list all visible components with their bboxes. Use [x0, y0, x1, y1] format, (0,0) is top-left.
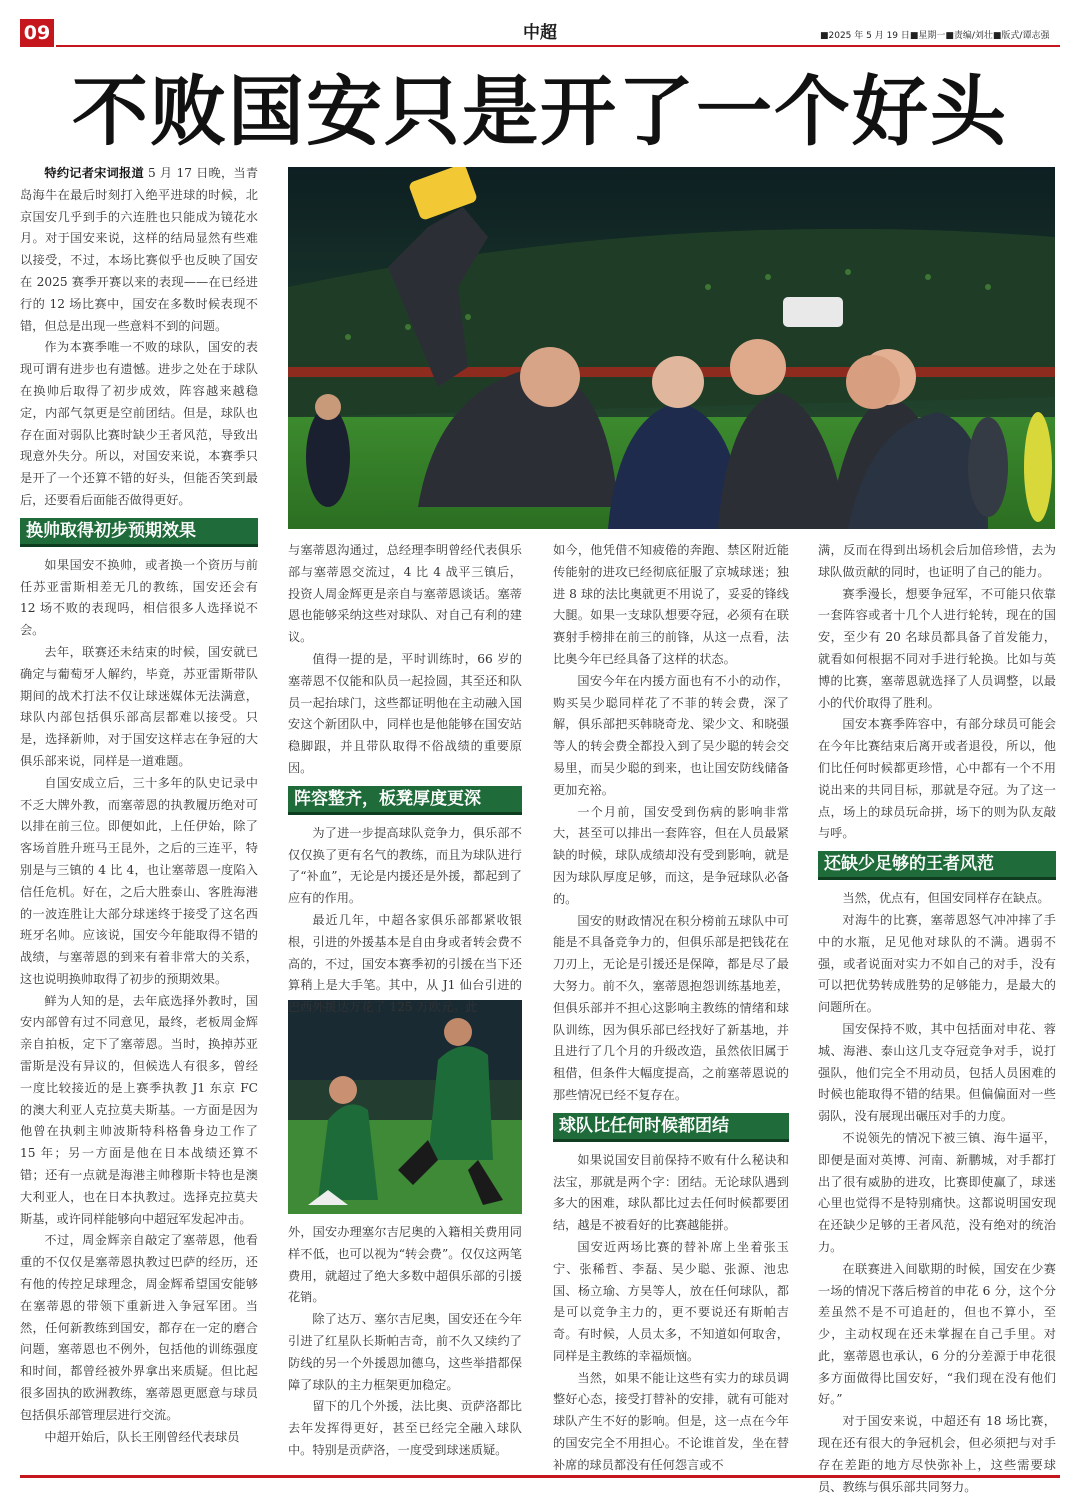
subheading: 还缺少足够的王者风范	[818, 851, 1056, 880]
article-column-4	[818, 540, 1056, 1498]
paragraph: 国安本赛季阵容中，有部分球员可能会在今年比赛结束后离开或者退役，所以，他们比任何时候都更珍惜，心中都有一个不用说出来的共同目标，那就是夺冠。为了这一点，场上的球员玩命拼，场下的则为队友敲与呼。	[818, 717, 1056, 841]
stadium-selfie-image	[288, 167, 1055, 529]
paragraph: 为了进一步提高球队竞争力，俱乐部不仅仅换了更有名气的教练，而且为球队进行了“补血”，无论是内援还是外援，都起到了应有的作用。	[288, 825, 522, 906]
subheading: 阵容整齐，板凳厚度更深	[288, 786, 522, 815]
paragraph: 一个月前，国安受到伤病的影响非常大，甚至可以排出一套阵容，但在人员最紧缺的时候，球队成绩却没有受到影响，就是因为球队厚度足够，而这，是争冠球队必备的。	[553, 804, 789, 906]
paragraph: 自国安成立后，三十多年的队史记录中不乏大牌外教，而塞蒂恩的执教履历绝对可以排在前三位。即便如此，上任伊始，除了客场首胜升班马王昆外，之后的三连平，特别是与三镇的 4 比 4，也让塞蒂恩一度陷入信任危机。好在，之后大胜泰山、客胜海港的一波连胜让大部分球迷终于接受了这名西班牙名帅。应该说，国安今年能取得不错的战绩，与塞蒂恩的到来有着非常大的关系，这也说明换帅取得了初步的预期效果。	[20, 775, 258, 986]
paragraph: 当然，优点有，但国安同样存在缺点。	[842, 891, 1050, 906]
paragraph: 不说领先的情况下被三镇、海牛逼平，即便是面对英博、河南、新鹏城，对手都打出了很有威胁的进攻，比赛即使赢了，球迷心里也觉得不是特别痛快。这都说明国安现在还缺少足够的王者风范，没有绝对的统治力。	[818, 1130, 1056, 1254]
players-celebrating-image	[288, 1000, 522, 1214]
main-photo	[288, 167, 1055, 529]
paragraph: 对于国安来说，中超还有 18 场比赛，现在还有很大的争冠机会，但必须把与对手存在差距的地方尽快弥补上，这些需要球员、教练与俱乐部共同努力。	[818, 1414, 1056, 1494]
subheading: 换帅取得初步预期效果	[20, 518, 258, 547]
paragraph: 最近几年，中超各家俱乐部都紧收银根，引进的外援基本是自由身或者转会费不高的，不过，国安本赛季初的引援在当下还算稍上是大手笔。其中，从 J1 仙台引进的巴西外援达万花了 125 万欧元。此	[288, 912, 522, 1015]
paragraph: 如今，他凭借不知疲倦的奔跑、禁区附近能传能射的进攻已经彻底征服了京城球迷；独进 8 球的法比奥就更不用说了，妥妥的锋线大腿。如果一支球队想要夺冠，必须有在联赛射手榜排在前三的前锋，从这一点看，法比奥今年已经具备了这样的状态。	[553, 543, 789, 666]
article-column-2-bottom	[288, 1222, 522, 1462]
paragraph: 如果说国安目前保持不败有什么秘诀和法宝，那就是两个字：团结。无论球队遇到多大的困难，球队都比过去任何时候都要团结，越是不被看好的比赛越能拼。	[553, 1152, 789, 1233]
paragraph: 作为本赛季唯一不败的球队，国安的表现可谓有进步也有遗憾。进步之处在于球队在换帅后取得了初步成效，阵容越来越稳定，内部气氛更是空前团结。但是，球队也存在面对弱队比赛时缺少王者风范，导致出现意外失分。所以，对国安来说，本赛季只是开了一个还算不错的好头，但能否笑到最后，还要看后面能否做得更好。	[20, 340, 258, 507]
inset-photo	[288, 1000, 522, 1214]
article-column-1	[20, 163, 258, 1448]
paragraph: 值得一提的是，平时训练时，66 岁的塞蒂恩不仅能和队员一起捡圆，其至还和队员一起抬球门，这些都证明他在主动融入国安这个新团队中，同样也是他能够在国安站稳脚跟，并且带队取得不俗战绩的重要原因。	[288, 651, 522, 775]
article-column-3	[553, 540, 789, 1477]
section-title: 中超	[523, 23, 557, 43]
paragraph: 鲜为人知的是，去年底选择外教时，国安内部曾有过不同意见，最终，老板周金辉亲自拍板，定下了塞蒂恩。当时，换掉苏亚雷斯是没有异议的，但候选人有很多，曾经一度比较接近的是上赛季执教 J1 东京 FC 的澳大利亚人克拉莫夫斯基。一方面是因为他曾在执剌主帅波斯特科格鲁身边工作了 15 年；另一方面是他在日本战绩还算不错；还有一点就是海港主帅穆斯卡特也是澳大利亚人，也在日本执教过。选择克拉莫夫斯基，或许同样能够向中超冠军发起冲击。	[20, 993, 258, 1226]
subheading: 球队比任何时候都团结	[553, 1113, 789, 1142]
paragraph: 在联赛进入间歇期的时候，国安在少赛一场的情况下落后榜首的申花 6 分，这个分差虽然不是不可追赶的，但也不算小，至少，主动权现在还未掌握在自己手里。对此，塞蒂恩也承认，6 分的分差源于申花很多方面做得比国安好，“我们现在没有他们好。”	[818, 1261, 1056, 1407]
paragraph: 不过，周金辉亲自敲定了塞蒂恩，他看重的不仅仅是塞蒂恩执教过巴萨的经历，还有他的传控足球理念，周金辉希望国安能够在塞蒂恩的带领下重新进入争冠军团。当然，任何新教练到国安，都存在一定的磨合问题，塞蒂恩也不例外，包括他的训练强度和时间，都曾经被外界拿出来质疑。但比起很多固执的欧洲教练，塞蒂恩更愿意与球员包括俱乐部管理层进行交流。	[20, 1233, 258, 1422]
article-column-2-top	[288, 540, 522, 1019]
paragraph: 对海牛的比赛，塞蒂恩怒气冲冲摔了手中的水瓶，足见他对球队的不满。遇弱不强，或者说面对实力不如自己的对手，没有可以把优势转成胜势的足够能力，是最大的问题所在。	[818, 912, 1056, 1015]
paragraph: 如果国安不换帅，或者换一个资历与前任苏亚雷斯相差无几的教练，国安还会有 12 场不败的表现吗，相信很多人选择说不会。	[20, 557, 258, 638]
paragraph: 除了达万、塞尔吉尼奥，国安还在今年引进了红星队长斯帕吉奇，前不久又续约了防线的另一个外援恩加德乌，这些举措都保障了球队的主力框架更加稳定。	[288, 1312, 522, 1392]
paragraph: 国安今年在内援方面也有不小的动作，购买吴少聪同样花了不菲的转会费，深了解，俱乐部把买韩晓奇龙、梁少文、和晓强等人的转会费全都投入到了吴少聪的转会交易里，而吴少聪的到来，也让国安防线储备更加充裕。	[553, 673, 789, 797]
paragraph: 国安保持不败，其中包括面对申花、蓉城、海港、泰山这几支夺冠竞争对手，说打强队，他们完全不用动员，包括人员困难的时候也能取得不错的结果。但偏偏面对一些弱队，没有展现出碾压对手的力度。	[818, 1021, 1056, 1124]
paragraph: 留下的几个外援，法比奥、贡萨洛都比去年发挥得更好，甚至已经完全融入球队中。特别是贡萨洛，一度受到球迷质疑。	[288, 1399, 522, 1457]
lead-paragraph: 特约记者宋词报道 5 月 17 日晚，当青岛海牛在最后时刻打入绝平进球的时候，北京国安几乎到手的六连胜也只能成为镜花水月。对于国安来说，这样的结局显然有些难以接受，不过，本场比赛似乎也反映了国安在 2025 赛季开赛以来的表现——在已经进行的 12 场比赛中，国安在多数时候表现不错，但总是出现一些意料不到的问题。	[20, 166, 259, 333]
paragraph: 国安的财政情况在积分榜前五球队中可能是不具备竞争力的，但俱乐部是把钱花在刀刃上，无论是引援还是保障，都是尽了最大努力。前不久，塞蒂恩抱怨训练基地差，但俱乐部并不担心这影响主教练的情绪和球队训练，因为俱乐部已经找好了新基地，并且进行了几个月的升级改造，虽然依旧属于租借，但条件大幅度提高，之前塞蒂恩说的那些情况已经不复存在。	[553, 913, 789, 1102]
footer-rule	[20, 1475, 1060, 1478]
page-number: 09	[20, 19, 54, 47]
paragraph: 去年，联赛还未结束的时候，国安就已确定与葡萄牙人解约，毕竟，苏亚雷斯带队期间的战术打法不仅让球迷媒体无法满意，球队内部包括俱乐部高层都难以接受。只是，选择新帅，对于国安这样志在争冠的大俱乐部来说，同样是一道难题。	[20, 644, 258, 768]
paragraph: 赛季漫长，想要争冠军，不可能只依靠一套阵容或者十几个人进行轮转，现在的国安，至少有 20 名球员都具备了首发能力，就看如何根据不同对手进行轮换。比如与英博的比赛，塞蒂恩就选择了人员调整，以最小的代价取得了胜利。	[818, 586, 1056, 710]
paragraph: 中超开始后，队长王刚曾经代表球员	[44, 1429, 240, 1444]
dateline: ■2025 年 5 月 19 日■星期一■责编/刘壮■版式/谭志强	[820, 31, 1050, 41]
byline: 特约记者宋词报道	[44, 166, 144, 180]
paragraph: 当然，如果不能让这些有实力的球员调整好心态，接受打替补的安排，就有可能对球队产生不好的影响。但是，这一点在今年的国安完全不用担心。不论谁首发，坐在替补席的球员都没有任何怨言或不	[553, 1370, 789, 1472]
headline: 不败国安只是开了一个好头	[72, 67, 1008, 156]
paragraph: 满，反而在得到出场机会后加倍珍惜，去为球队做贡献的同时，也证明了自己的能力。	[818, 543, 1056, 579]
paragraph: 国安近两场比赛的替补席上坐着张玉宁、张稀哲、李磊、吴少聪、张源、池忠国、杨立瑜、方昊等人，放在任何球队，都是可以竞争主力的，更不要说还有斯帕吉奇。有时候，人员太多，不知道如何取舍，同样是主教练的幸福烦恼。	[553, 1239, 789, 1363]
paragraph: 外，国安办理塞尔吉尼奥的入籍相关费用同样不低，也可以视为“转会费”。仅仅这两笔费用，就超过了绝大多数中超俱乐部的引援花销。	[288, 1225, 522, 1305]
paragraph: 与塞蒂恩沟通过，总经理李明曾经代表俱乐部与塞蒂恩交流过，4 比 4 战平三镇后，投资人周金辉更是亲自与塞蒂恩谈话。塞蒂恩也能够采纳这些对球队、对自己有利的建议。	[288, 543, 522, 645]
